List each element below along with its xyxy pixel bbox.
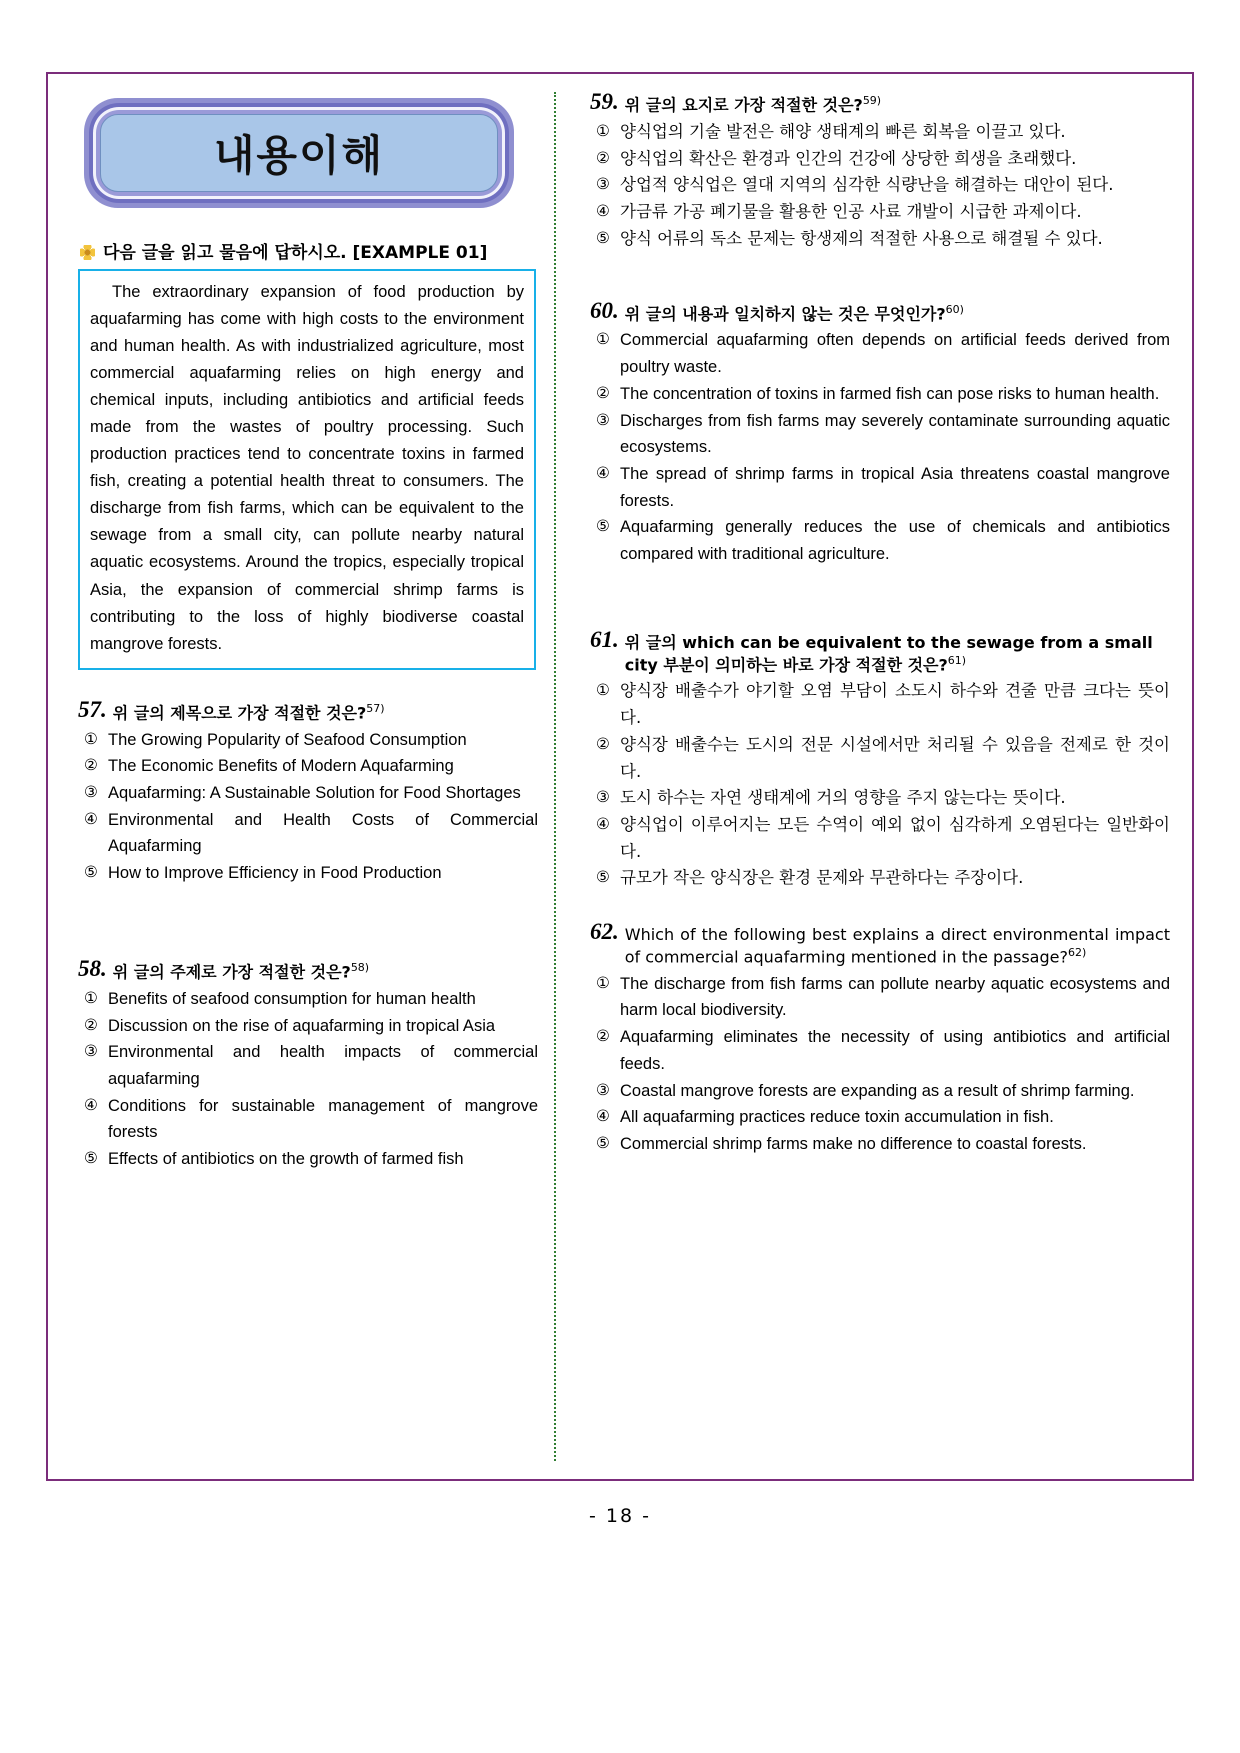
option-marker: ④ xyxy=(84,1096,98,1114)
question-number: 62. xyxy=(590,919,619,945)
option-list xyxy=(78,986,538,1173)
option-marker: ⑤ xyxy=(84,1150,98,1168)
option-item[interactable] xyxy=(596,408,1170,461)
option-item[interactable] xyxy=(84,780,538,807)
option-item[interactable] xyxy=(596,327,1170,380)
option-item[interactable] xyxy=(596,1024,1170,1077)
banner-outer-ring-2 xyxy=(89,103,509,203)
option-list xyxy=(590,119,1170,253)
option-item[interactable] xyxy=(596,119,1170,146)
question-footnote-marker: 61) xyxy=(947,653,967,667)
right-column xyxy=(556,74,1192,1479)
option-marker: ② xyxy=(596,735,610,753)
question-stem-text: 위 글의 which can be equivalent to the sewage from a small city 부분이 의미하는 바로 가장 적절한 것은? xyxy=(624,632,1153,674)
option-item[interactable] xyxy=(84,860,538,887)
option-text: The Economic Benefits of Modern Aquafarming xyxy=(108,757,454,776)
instruction-line xyxy=(80,238,540,263)
instruction-text: 다음 글을 읽고 물음에 답하시오. [EXAMPLE 01] xyxy=(103,243,488,263)
option-item[interactable] xyxy=(596,785,1170,812)
option-marker: ④ xyxy=(596,203,610,221)
spacer xyxy=(66,670,540,698)
option-list xyxy=(590,971,1170,1158)
option-text: How to Improve Efficiency in Food Production xyxy=(108,864,442,883)
banner-outer-ring-4 xyxy=(96,110,502,196)
option-text: The spread of shrimp farms in tropical Asia threatens coastal mangrove forests. xyxy=(620,465,1170,510)
option-item[interactable] xyxy=(596,226,1170,253)
option-marker: ⑤ xyxy=(596,1135,610,1152)
option-item[interactable] xyxy=(596,865,1170,892)
option-item[interactable] xyxy=(84,1039,538,1092)
option-marker: ① xyxy=(84,989,98,1007)
option-item[interactable] xyxy=(84,727,538,754)
page-title: 내용이해 xyxy=(213,131,385,180)
two-column-layout xyxy=(48,74,1192,1479)
option-list xyxy=(78,727,538,887)
question-header xyxy=(78,698,538,724)
question-number: 58. xyxy=(78,955,107,981)
option-text: 양식업의 확산은 환경과 인간의 건강에 상당한 희생을 초래했다. xyxy=(620,148,1077,168)
question-stem xyxy=(625,90,881,116)
question-stem-text: 위 글의 제목으로 가장 적절한 것은? xyxy=(112,702,367,722)
option-list xyxy=(590,678,1170,892)
option-marker: ② xyxy=(596,384,610,402)
flower-icon xyxy=(80,245,95,260)
option-text: The Growing Popularity of Seafood Consumption xyxy=(108,730,467,749)
option-item[interactable] xyxy=(596,1104,1170,1131)
reading-passage-box xyxy=(78,269,536,670)
question-number: 57. xyxy=(78,696,107,722)
option-text: 양식장 배출수는 도시의 전문 시설에서만 처리될 수 있음을 전제로 한 것이다. xyxy=(620,734,1170,781)
option-marker: ③ xyxy=(596,176,610,194)
passage-text: The extraordinary expansion of food production by aquafarming has come with high costs to the environment and human health. As with industrialized agriculture, most commercial aquafarming relies on high energy and chemical inputs, including antibiotics and artificial feeds made from the wastes of poultry processing. Such production practices tend to concentrate toxins in farmed fish, creating a potential health threat to consumers. The discharge from fish farms, which can be equivalent to the sewage from a small city, can pollute nearby natural aquatic ecosystems. Around the tropics, especially tropical Asia, the expansion of commercial shrimp farms is contributing to the loss of highly biodiverse coastal mangrove forests. xyxy=(90,283,524,653)
option-item[interactable] xyxy=(596,146,1170,173)
question-number: 61. xyxy=(590,626,619,652)
question-header xyxy=(590,628,1170,676)
question-stem xyxy=(625,920,1170,968)
option-marker: ⑤ xyxy=(596,869,610,887)
option-text: Environmental and Health Costs of Commercial Aquafarming xyxy=(108,810,538,856)
option-text: 양식 어류의 독소 문제는 항생제의 적절한 사용으로 해결될 수 있다. xyxy=(620,228,1103,248)
option-item[interactable] xyxy=(596,199,1170,226)
option-marker: ④ xyxy=(596,1108,610,1126)
option-text: The discharge from fish farms can pollute nearby aquatic ecosystems and harm local biodiversity. xyxy=(620,974,1170,1020)
option-item[interactable] xyxy=(596,461,1170,514)
option-text: Discharges from fish farms may severely contaminate surrounding aquatic ecosystems. xyxy=(620,411,1170,457)
question-footnote-marker: 57) xyxy=(366,701,385,715)
question-stem-text: Which of the following best explains a direct environmental impact of commercial aquafarming mentioned in the passage? xyxy=(624,925,1170,967)
banner-inner-panel xyxy=(100,114,498,192)
option-marker: ④ xyxy=(596,465,610,483)
question-footnote-marker: 60) xyxy=(945,302,964,316)
question-stem xyxy=(113,957,369,983)
option-marker: ② xyxy=(84,1016,98,1034)
question-58 xyxy=(78,957,538,1173)
title-banner xyxy=(84,98,514,208)
question-header xyxy=(590,920,1170,968)
option-text: Commercial shrimp farms make no difference to coastal forests. xyxy=(620,1135,1087,1153)
question-stem-text: 위 글의 요지로 가장 적절한 것은? xyxy=(624,95,863,115)
option-marker: ⑤ xyxy=(84,864,98,882)
option-text: Environmental and health impacts of commercial aquafarming xyxy=(108,1043,538,1088)
option-item[interactable] xyxy=(84,1093,538,1146)
option-text: Aquafarming eliminates the necessity of using antibiotics and artificial feeds. xyxy=(620,1028,1170,1073)
option-text: 상업적 양식업은 열대 지역의 심각한 식량난을 해결하는 대안이 된다. xyxy=(620,175,1114,195)
option-marker: ③ xyxy=(84,1043,98,1061)
question-stem xyxy=(625,628,1170,676)
option-text: Coastal mangrove forests are expanding as a result of shrimp farming. xyxy=(620,1081,1135,1100)
question-footnote-marker: 58) xyxy=(350,960,370,974)
option-marker: ① xyxy=(596,331,610,349)
spacer xyxy=(578,568,1172,628)
question-60 xyxy=(590,299,1170,568)
question-62 xyxy=(590,920,1170,1158)
question-number: 60. xyxy=(590,297,619,323)
question-header xyxy=(590,299,1170,325)
option-item[interactable] xyxy=(596,1131,1170,1158)
question-header xyxy=(78,957,538,983)
option-text: Benefits of seafood consumption for human health xyxy=(108,989,476,1008)
question-stem xyxy=(113,698,385,724)
option-text: The concentration of toxins in farmed fish can pose risks to human health. xyxy=(620,384,1160,403)
page-number: - 18 - xyxy=(589,1505,651,1527)
option-text: 규모가 작은 양식장은 환경 문제와 무관하다는 주장이다. xyxy=(620,868,1024,888)
option-marker: ③ xyxy=(84,784,98,802)
option-item[interactable] xyxy=(596,381,1170,408)
spacer xyxy=(578,253,1172,299)
question-57 xyxy=(78,698,538,887)
option-text: 양식업의 기술 발전은 해양 생태계의 빠른 회복을 이끌고 있다. xyxy=(620,121,1066,141)
option-item[interactable] xyxy=(596,812,1170,865)
option-list xyxy=(590,327,1170,567)
option-item[interactable] xyxy=(596,971,1170,1024)
question-stem-text: 위 글의 주제로 가장 적절한 것은? xyxy=(112,962,351,982)
option-item[interactable] xyxy=(596,678,1170,731)
option-item[interactable] xyxy=(84,1013,538,1040)
option-item[interactable] xyxy=(84,807,538,860)
banner-outer-ring-3 xyxy=(93,107,505,199)
option-text: Discussion on the rise of aquafarming in tropical Asia xyxy=(108,1016,496,1035)
option-text: Conditions for sustainable management of mangrove forests xyxy=(108,1096,538,1142)
option-text: Commercial aquafarming often depends on artificial feeds derived from poultry waste. xyxy=(620,331,1170,377)
banner-outer-ring-1 xyxy=(84,98,514,208)
left-column xyxy=(48,74,554,1479)
option-marker: ⑤ xyxy=(596,229,610,247)
option-marker: ① xyxy=(84,730,98,748)
option-text: 도시 하수는 자연 생태계에 거의 영향을 주지 않는다는 뜻이다. xyxy=(620,788,1066,808)
option-marker: ③ xyxy=(596,1081,610,1099)
spacer xyxy=(578,892,1172,920)
option-marker: ④ xyxy=(84,810,98,828)
option-item[interactable] xyxy=(84,986,538,1013)
option-item[interactable] xyxy=(84,753,538,780)
option-text: 가금류 가공 폐기물을 활용한 인공 사료 개발이 시급한 과제이다. xyxy=(620,202,1082,222)
option-marker: ② xyxy=(596,1028,610,1046)
option-marker: ③ xyxy=(596,411,610,429)
option-item[interactable] xyxy=(596,514,1170,567)
question-footnote-marker: 62) xyxy=(1067,945,1087,959)
option-item[interactable] xyxy=(596,1078,1170,1105)
question-61 xyxy=(590,628,1170,892)
question-stem-text: 위 글의 내용과 일치하지 않는 것은 무엇인가? xyxy=(624,303,946,323)
spacer xyxy=(66,887,540,957)
option-item[interactable] xyxy=(596,732,1170,785)
question-footnote-marker: 59) xyxy=(862,94,882,107)
option-marker: ② xyxy=(84,757,98,775)
option-marker: ① xyxy=(596,974,610,992)
option-text: All aquafarming practices reduce toxin accumulation in fish. xyxy=(620,1108,1054,1127)
option-text: 양식장 배출수가 야기할 오염 부담이 소도시 하수와 견줄 만큼 크다는 뜻이다. xyxy=(620,681,1170,728)
question-header xyxy=(590,90,1170,116)
option-marker: ① xyxy=(596,682,610,700)
option-marker: ② xyxy=(596,149,610,167)
option-marker: ① xyxy=(596,122,610,140)
option-text: 양식업이 이루어지는 모든 수역이 예외 없이 심각하게 오염된다는 일반화이다. xyxy=(620,815,1170,861)
option-item[interactable] xyxy=(84,1146,538,1173)
question-number: 59. xyxy=(590,89,619,114)
option-text: Aquafarming generally reduces the use of chemicals and antibiotics compared with traditional agriculture. xyxy=(620,518,1170,564)
worksheet-page xyxy=(46,72,1194,1481)
question-59 xyxy=(590,90,1170,253)
question-stem xyxy=(625,299,964,325)
option-marker: ④ xyxy=(596,816,610,834)
option-text: Aquafarming: A Sustainable Solution for Food Shortages xyxy=(108,784,521,803)
option-marker: ⑤ xyxy=(596,518,610,536)
option-item[interactable] xyxy=(596,172,1170,199)
option-marker: ③ xyxy=(596,789,610,807)
option-text: Effects of antibiotics on the growth of farmed fish xyxy=(108,1150,464,1169)
